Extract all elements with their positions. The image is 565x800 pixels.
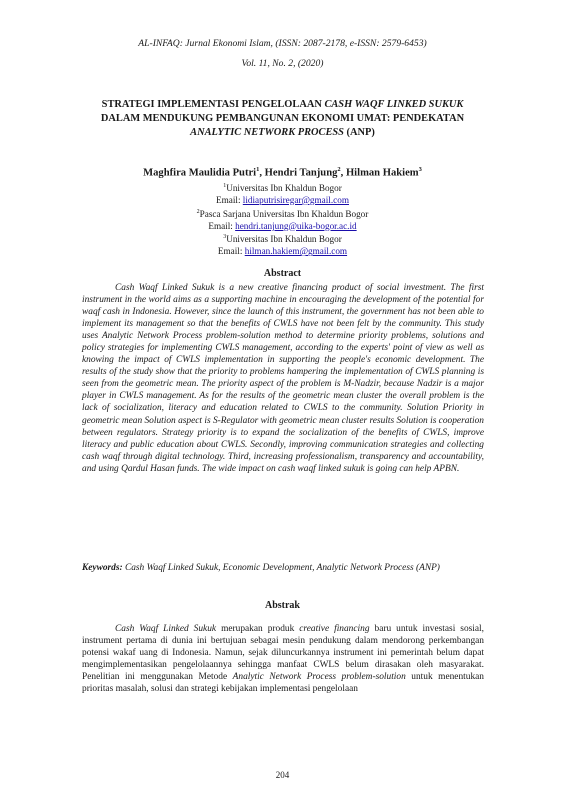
email-2-link[interactable]: hendri.tanjung@uika-bogor.ac.id — [235, 220, 357, 231]
affiliation-1 — [0, 181, 565, 195]
abstrak-part-2: merupakan produk — [216, 624, 300, 634]
affiliations — [0, 181, 565, 258]
affiliation-3-inst: Universitas Ibn Khaldun Bogor — [226, 234, 342, 245]
abstrak-term-5: Analytic Network Process problem-solution — [232, 672, 406, 683]
keywords-value: Cash Waqf Linked Sukuk, Economic Development, Analytic Network Process (ANP) — [122, 563, 440, 573]
title-line2: DALAM MENDUKUNG PEMBANGUNAN EKONOMI UMAT: PENDEKATAN — [100, 112, 465, 124]
abstrak-heading: Abstrak — [264, 600, 300, 611]
email-3-link[interactable]: hilman.hakiem@gmail.com — [244, 246, 348, 257]
keywords-label: Keywords: — [82, 563, 123, 573]
title-line1-b: CASH WAQF LINKED SUKUK — [324, 99, 464, 110]
paper-title — [60, 98, 505, 139]
author-3: Hilman Hakiem — [345, 167, 419, 179]
affiliation-2 — [0, 207, 565, 221]
email-3-label: Email: — [217, 246, 245, 257]
email-2 — [0, 221, 565, 233]
volume-header: Vol. 11, No. 2, (2020) — [241, 58, 324, 69]
abstrak-term-1: Cash Waqf Linked Sukuk — [115, 624, 217, 634]
author-list — [0, 166, 565, 179]
author-2-sup: 2 — [337, 166, 341, 173]
author-1-sup: 1 — [256, 166, 260, 173]
author-1: Maghfira Maulidia Putri — [143, 167, 257, 179]
affiliation-2-sup: 2 — [196, 208, 200, 215]
email-2-label: Email: — [208, 220, 236, 231]
email-1-label: Email: — [216, 194, 243, 205]
author-sep: , — [259, 167, 265, 179]
title-line1-a: STRATEGI IMPLEMENTASI PENGELOLAAN — [101, 99, 325, 110]
title-line3-a: ANALYTIC NETWORK PROCESS — [190, 126, 344, 138]
abstrak-part-4: baru untuk investasi sosial, instrument pertama di dunia ini bertujuan sebagai mesin pendukung dalam mendorong perkembangan potensi wakaf uang di Indonesia. Namun, sejak diluncurkannya instrument ini pemerintah belum dapat mengimplementasikan pengelolaannya sehingga manfaat CWLS belum dirasakan oleh masyarakat. Penelitian ini menggunakan Metode — [82, 624, 484, 683]
affiliation-1-sup: 1 — [223, 183, 227, 189]
page-number: 204 — [275, 770, 290, 780]
email-3 — [0, 246, 565, 258]
abstrak-term-3: creative financing — [299, 624, 370, 634]
abstrak-text — [82, 623, 484, 695]
abstrak-part-6: untuk menentukan prioritas masalah, solusi dan strategi kebijakan implementasi pengelolaan — [82, 672, 484, 695]
email-1-link[interactable]: lidiaputrisiregar@gmail.com — [242, 194, 349, 205]
keywords — [82, 562, 484, 574]
author-sep: , — [340, 167, 346, 179]
abstract-text: Cash Waqf Linked Sukuk is a new creative financing product of social investment. The first instrument in the world aims as a supporting machine in encouraging the development of the potential for waqf cash in Indonesia. However, since the launch of this instrument, the government has not been able to implement its management so that the benefits of CWLS have not been felt by the community. This study uses Analytic Network Process problem-solution method to determine priority problems, solutions and policy strategies for implementing CWLS management, according to the experts' point of view as well as knowing the impact of CWLS implementation in supporting the people's economic development. The results of the study show that the priority to problems hampering the implementation of CWLS planning is seen from the geometric mean. The priority aspect of the problem is M-Nadzir, because Nadzir is a major player in CWLS management. As for the results of the geometric mean cluster the overall problem is the lack of socialization, literacy and education related to CWLS to the community. Solution Priority in geometric mean Solution aspect is S-Regulator with geometric mean cluster results Solution is cooperation between regulators. Strategy priority is to expand the socialization of the benefits of CWLS, improve literacy and public education about CWLS. Secondly, improving communication strategies and collecting cash waqf through digital technology. Third, increasing professionalism, transparency and accountability, and using Qardul Hasan funds. The wide impact on cash waqf linked sukuk is going can help APBN. — [82, 283, 484, 474]
email-1 — [0, 195, 565, 207]
title-line3-b: (ANP) — [343, 126, 375, 138]
author-2: Hendri Tanjung — [264, 167, 338, 179]
affiliation-1-inst: Universitas Ibn Khaldun Bogor — [226, 183, 342, 194]
author-3-sup: 3 — [418, 166, 422, 173]
affiliation-3-sup: 3 — [223, 234, 227, 241]
abstract-heading: Abstract — [263, 268, 302, 279]
affiliation-3 — [0, 232, 565, 246]
affiliation-2-inst: Pasca Sarjana Universitas Ibn Khaldun Bogor — [199, 208, 369, 219]
journal-header: AL-INFAQ: Jurnal Ekonomi Islam, (ISSN: 2087-2178, e-ISSN: 2579-6453) — [138, 38, 427, 49]
